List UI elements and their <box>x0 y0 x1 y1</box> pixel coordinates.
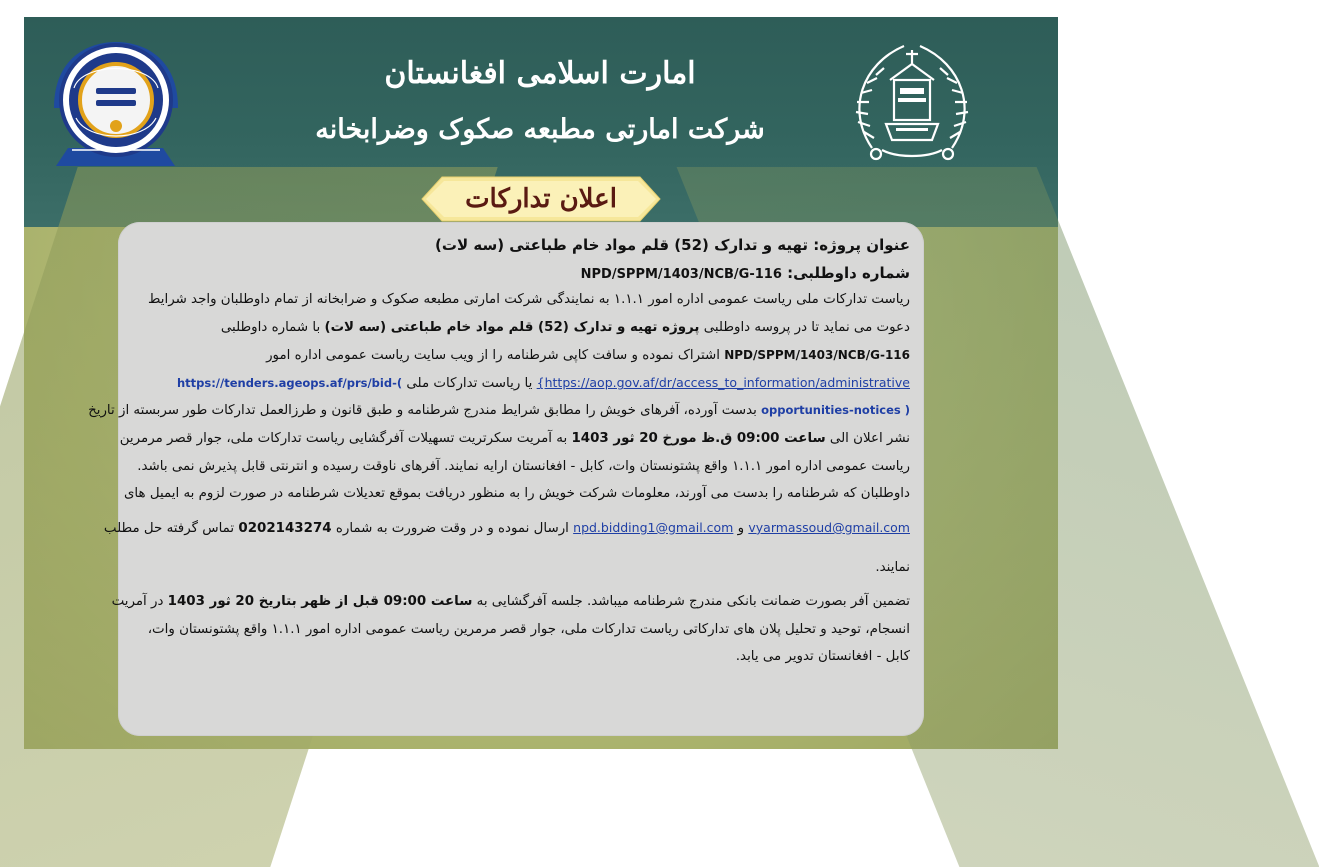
tender-number-line <box>128 259 910 287</box>
aop-website-link[interactable]: {https://aop.gov.af/dr/access_to_information/administrative <box>536 375 910 391</box>
text-segment: تماس گرفته حل مطلب <box>103 520 235 536</box>
text-segment: دعوت می نماید تا در پروسه داوطلبی <box>703 320 910 336</box>
tender-number-inline: NPD/SPPM/1403/NCB/G-116 <box>724 347 910 362</box>
header-subtitle: شرکت امارتی مطبعه صکوک وضرابخانه <box>315 114 765 145</box>
email-link-2[interactable]: npd.bidding1@gmail.com <box>573 519 734 535</box>
notice-text <box>88 231 910 671</box>
text-segment: به آمریت سکرتریت تسهیلات آفرگشایی ریاست تدارکات ملی، جوار قصر مرمرین <box>119 430 568 446</box>
text-segment: اشتراک نموده و سافت کاپی شرطنامه را از ویب سایت ریاست عمومی اداره امور <box>266 347 720 363</box>
paragraph-1-line-3 <box>128 342 910 370</box>
text-segment: ارسال نموده و در وقت ضرورت به شماره <box>335 520 569 536</box>
opening-time-bold: ساعت 09:00 قبل از ظهر بتاریخ 20 ثور 1403 <box>167 593 473 609</box>
emblem-icon <box>852 30 972 170</box>
paragraph-1-line-5 <box>88 397 910 425</box>
text-segment: با شماره داوطلبی <box>220 320 321 336</box>
text-segment: تضمین آفر بصورت ضمانت بانکی مندرج شرطنامه میباشد. جلسه آفرگشایی به <box>476 593 910 609</box>
deadline-bold: ساعت 09:00 ق.ظ مورخ 20 ثور 1403 <box>571 430 826 446</box>
text-segment: و <box>737 520 745 536</box>
company-logo-icon <box>48 38 183 168</box>
paragraph-3-line-1 <box>111 588 910 616</box>
project-name-bold: پروژه تهیه و تدارک (52) قلم مواد خام طباعتی (سه لات) <box>324 320 700 336</box>
paragraph-1-line-4 <box>128 369 910 397</box>
paragraph-3-line-2: انسجام، توحید و تحلیل پلان های تدارکاتی ریاست تدارکات ملی، جوار قصر مرمرین ریاست عمومی اداره امور ۱.۱.۱ واقع پشتونستان وات، <box>147 621 910 637</box>
paragraph-1-line-2 <box>128 314 910 342</box>
text-segment: نشر اعلان الی <box>829 430 910 446</box>
paragraph-1-line-1: ریاست تدارکات ملی ریاست عمومی اداره امور ۱.۱.۱ به نمایندگی شرکت امارتی مطبعه صکوک و ضرابخانه از تمام داوطلبان واجد شرایط <box>148 292 910 308</box>
text-segment: در آمریت <box>111 593 164 609</box>
email-link-1[interactable]: vyarmassoud@gmail.com <box>748 519 910 535</box>
paragraph-3-line-3: کابل - افغانستان تدویر می یابد. <box>735 649 910 665</box>
tender-number: NPD/SPPM/1403/NCB/G-116 <box>580 266 782 282</box>
paragraph-1-line-6 <box>119 425 910 453</box>
text-segment: یا ریاست تدارکات ملی <box>406 376 533 392</box>
paragraph-2-line-1: داوطلبان که شرطنامه را بدست می آورند، معلومات شرکت خویش را به منظور دریافت بموقع تعدیلات شرطنامه در صورت لزوم به ایمیل های <box>123 486 910 502</box>
banner-title: اعلان تدارکات <box>465 184 617 214</box>
header-title: امارت اسلامی افغانستان <box>384 56 696 91</box>
ageops-tenders-link[interactable]: https://tenders.ageops.af/prs/bid-( <box>176 376 403 391</box>
paragraph-2-line-2 <box>103 508 910 548</box>
paragraph-1-line-7: ریاست عمومی اداره امور ۱.۱.۱ واقع پشتونستان وات، کابل - افغانستان ارایه نمایند. آفرهای ناوقت رسیده و انترنتی قابل پذیرش نمی باشد. <box>137 458 910 474</box>
text-segment: بدست آورده، آفرهای خویش را مطابق شرایط مندرج شرطنامه و طبق قانون و طرزالعمل تدارکات طور سربسته از تاریخ <box>88 403 757 419</box>
paragraph-2-line-3: نمایند. <box>875 559 910 575</box>
project-title: عنوان پروژه: تهیه و تدارک (52) قلم مواد خام طباعتی (سه لات) <box>435 236 910 254</box>
tender-label: شماره داوطلبی: <box>787 263 910 282</box>
phone-number: 0202143274 <box>238 520 332 536</box>
ageops-tenders-link-continued[interactable]: opportunities-notices ) <box>761 403 910 418</box>
